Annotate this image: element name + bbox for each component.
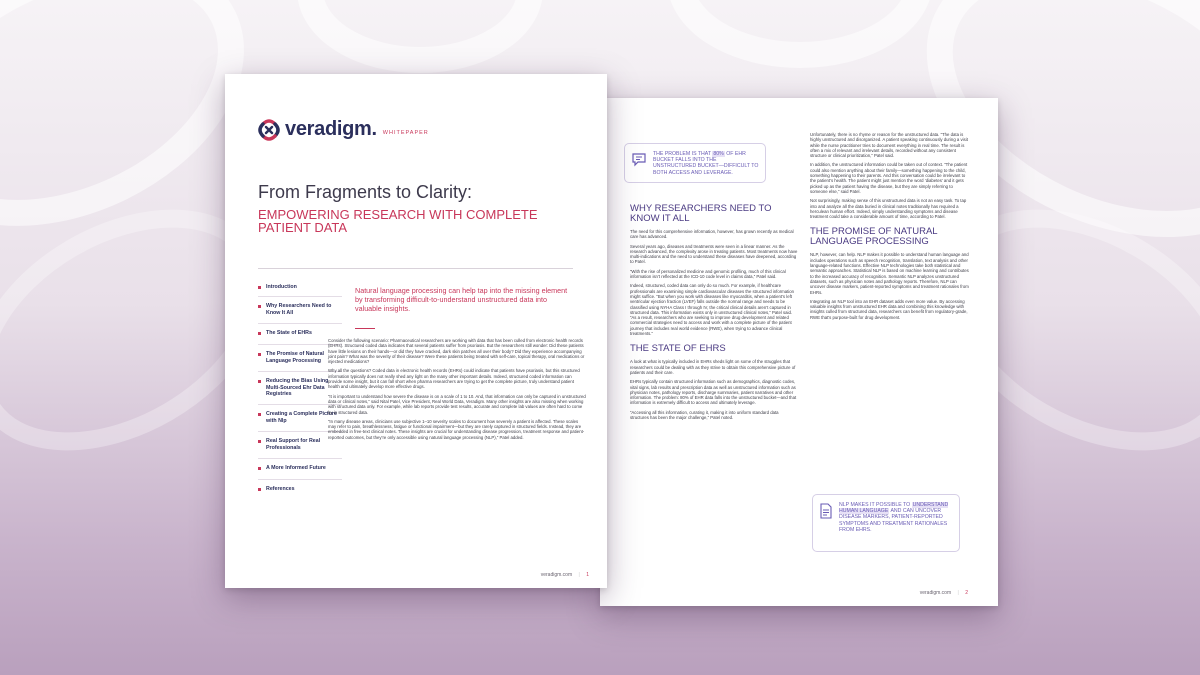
body-paragraph: Not surprisingly, making sense of this unstructured data is not an easy task. To tap into and analyze all the data buried in clinical notes traditionally has required a herculean human effort. Indeed, simply understanding symptoms and disease treatment could take a considerable amount of time, according to Patel. xyxy=(810,198,967,220)
document-page-1 xyxy=(225,74,607,588)
page-footer: veradigm.com | 1 xyxy=(540,572,589,578)
body-paragraph: Consider the following scenario: Pharmaceutical researchers are working with data that has been culled from electronic health records (EHRs). Structured coded data indicates that several patients suffer from psoriasis. But the researchers still wonder: Did these patients have little lesions on their hands—or did they have cracked, dark skin patches all over their body? Did they experience accompanying joint pain? What was the severity of their disease? Were these patients being treated with self-care, topical therapy, oral medications or injected medications? xyxy=(328,338,585,365)
toc-label: Introduction xyxy=(266,284,297,290)
callout-highlight: 80% xyxy=(713,151,724,157)
column-3 xyxy=(810,132,970,324)
toc-item-introduction[interactable] xyxy=(258,284,342,296)
callout-text: NLP MAKES IT POSSIBLE TO xyxy=(839,502,911,508)
toc-label: The State of EHRs xyxy=(266,330,312,336)
body-paragraph: A look at what is typically included in EHRs sheds light on some of the struggles that researchers could be dealing with as they strive to obtain this comprehensive picture of patients and their care. xyxy=(630,359,796,375)
chat-bubble-icon xyxy=(631,151,647,167)
body-paragraph: Integrating an NLP tool into an EHR dataset adds even more value. By accessing valuable insights from unstructured EHR data and combining this knowledge with insights culled from structured data, researchers can benefit from regulatory-grade, RWE that’s purpose-built for drug development. xyxy=(810,298,968,320)
toc-label: References xyxy=(266,486,295,492)
page-footer: veradigm.com | 2 xyxy=(919,590,968,596)
footer-site: veradigm.com xyxy=(540,572,573,578)
body-paragraph: “Accessing all this information, curating it, making it into uniform standard data structures has been the major challenge,” Patel noted. xyxy=(630,409,779,421)
veradigm-logo-icon xyxy=(258,119,280,141)
page-number: 1 xyxy=(586,572,589,578)
page-number: 2 xyxy=(965,590,968,596)
callout-text: OF EHR BUCKET FALLS INTO THE UNSTRUCTURED BUCKET—DIFFICULT TO BOTH ACCESS AND LEVERAGE. xyxy=(653,151,759,176)
document-icon xyxy=(819,503,833,519)
lead-underline xyxy=(355,328,375,329)
toc-item-why-researchers[interactable] xyxy=(258,297,342,323)
section-heading: THE PROMISE OF NATURAL LANGUAGE PROCESSING xyxy=(810,226,938,248)
nlp-callout xyxy=(812,494,960,552)
intro-column xyxy=(328,338,586,444)
body-paragraph: Unfortunately, there is no rhyme or reason for the unstructured data. “The data is highly unstructured and disorganized. A patient speaking continuously during a visit while the nurse practitioner tries to document everything in real time. The result is often a mix of relevant and irrelevant details, recorded without any consistent structure or clinical prioritization,” Patel said. xyxy=(810,132,968,159)
toc-label: The Promise of Natural Language Processing xyxy=(266,351,324,364)
callout-highlight: UNDERSTAND HUMAN LANGUAGE xyxy=(839,502,949,515)
lead-paragraph: Natural language processing can help tap into the missing element by transforming difficult-to-understand unstructured data into valuable insights. xyxy=(355,286,568,313)
body-paragraph: NLP, however, can help. NLP makes it possible to understand human language and includes operations such as speech recognition, translation, text analysis and other language-related functions. Effective NLP technologies take both statistical and semantic approaches. Statistical NLP is based on machine learning and contributes to the increased accuracy of recognition. Semantic NLP analyzes unstructured datasets, such as physician notes and pathology reports. Therefore, NLP can uncover disease markers, patient-reported symptoms and treatment rationales from EHRs. xyxy=(810,252,969,295)
header-divider xyxy=(258,268,573,269)
section-heading: THE STATE OF EHRS xyxy=(630,343,726,355)
document-subtitle: EMPOWERING RESEARCH WITH COMPLETE PATIENT DATA xyxy=(258,207,538,235)
body-paragraph: “In many disease areas, clinicians use subjective 1–10 severity scales to document how severely a patient is affected. These scales may refer to pain, breathlessness, fatigue or functional impairment—but they are rarely captured in structured fields. Instead, they are embedded in free-text clinical notes. These insights are crucial for understanding disease progression, treatment response and patient-reported outcomes, but they’re only accessible using natural language processing (NLP),” Patel added. xyxy=(328,418,585,440)
callout-text: THE PROBLEM IS THAT xyxy=(653,151,711,157)
body-paragraph: The need for this comprehensive information, however, has grown recently as medical care has advanced. xyxy=(630,229,794,240)
body-paragraph: EHRs typically contain structured information such as demographics, diagnostic codes, vital signs, lab results and prescription data as well as unstructured information such as physician notes, pathology reports, discharge summaries, patient narratives and other information. The problem: 80% of EHR data falls into the unstructured bucket—and that information is extremely difficult to access and ultimately leverage. xyxy=(630,379,797,406)
document-title: From Fragments to Clarity: xyxy=(258,182,473,202)
body-paragraph: Several years ago, diseases and treatments were seen in a linear manner. As the research advanced, the complexity arose in treating patients. Most treatments now have multi-indications and the need to understand these diseases have deepened, according to Patel. xyxy=(630,243,798,265)
body-paragraph: “It is important to understand how severe the disease is on a scale of 1 to 10. And, that information can only be captured in unstructured data or clinical notes,” said Nital Patel, Vice President, Real World Data, Veradigm. Many other insights are also missing when working with structured data only. For example, while lab reports provide test results, accurate and complete lab values are often hard to come by in structured data. xyxy=(328,393,586,415)
toc-label: Creating a Complete Picture with Nlp xyxy=(266,411,337,424)
section-heading: WHY RESEARCHERS NEED TO KNOW IT ALL xyxy=(630,203,772,224)
brand-logo xyxy=(258,118,429,141)
callout-text: AND CAN UNCOVER DISEASE MARKERS, PATIENT-REPORTED SYMPTOMS AND TREATMENT RATIONALES FROM EHRS. xyxy=(839,508,948,533)
stat-callout xyxy=(624,143,766,183)
toc-label: Real Support for Real Professionals xyxy=(266,438,321,451)
toc-item-informed-future[interactable] xyxy=(258,459,342,479)
toc-label: Why Researchers Need to Know It All xyxy=(266,303,332,316)
body-paragraph: Why all the questions? Coded data in electronic health records (EHRs) could indicate that patients have psoriasis, but this structured information typically does not really shed any light on the many other important details. Indeed, structured coded information can provide some insight, but it can fall short when pharma researchers are trying to get the complete picture, truly understand patient health and ultimately develop more effective drugs. xyxy=(328,368,580,390)
toc-item-references[interactable] xyxy=(258,480,342,500)
body-paragraph: “With the rise of personalized medicine and genomic profiling, much of this clinical information isn’t reflected at the ICD-10 code level in claims data,” Patel said. xyxy=(630,268,786,280)
footer-site: veradigm.com xyxy=(919,590,952,596)
toc-label: A More Informed Future xyxy=(266,465,326,471)
body-paragraph: Indeed, structured, coded data can only do so much. For example, if healthcare professionals are examining simple cardiovascular diseases the structured information might suffice. “But when you work with diseases like myocarditis, when a patient’s left ventricular ejection fraction (LVEF) falls outside the normal range and needs to be classified using NYHA Class I through IV, the critical clinical details aren’t captured in structured data. This information exists only in unstructured clinical notes,” Patel said. “As a result, researchers who are seeking to improve drug development and related commercial strategies need to access and work with a complete picture of the patient journey that includes real world evidence (RWE), when trying to advance clinical treatments.” xyxy=(630,283,795,337)
document-page-2 xyxy=(600,98,998,606)
toc-label: Reducing the Bias Using Multi-Sourced Ehr Data Registries xyxy=(266,378,329,397)
column-2 xyxy=(630,198,798,424)
brand-name: veradigm. xyxy=(285,118,377,140)
doc-type-tag: WHITEPAPER xyxy=(382,129,429,136)
body-paragraph: In addition, the unstructured information could be taken out of context. “The patient could also mention anything about their family—something happening to the child, something happening to their parents. And this conversation could be irrelevant to the patient’s health. The patient might just mention the word ‘diabetes’ and it gets picked up as the patient having the disease, but they are simply referring to someone else,” said Patel. xyxy=(810,162,968,194)
